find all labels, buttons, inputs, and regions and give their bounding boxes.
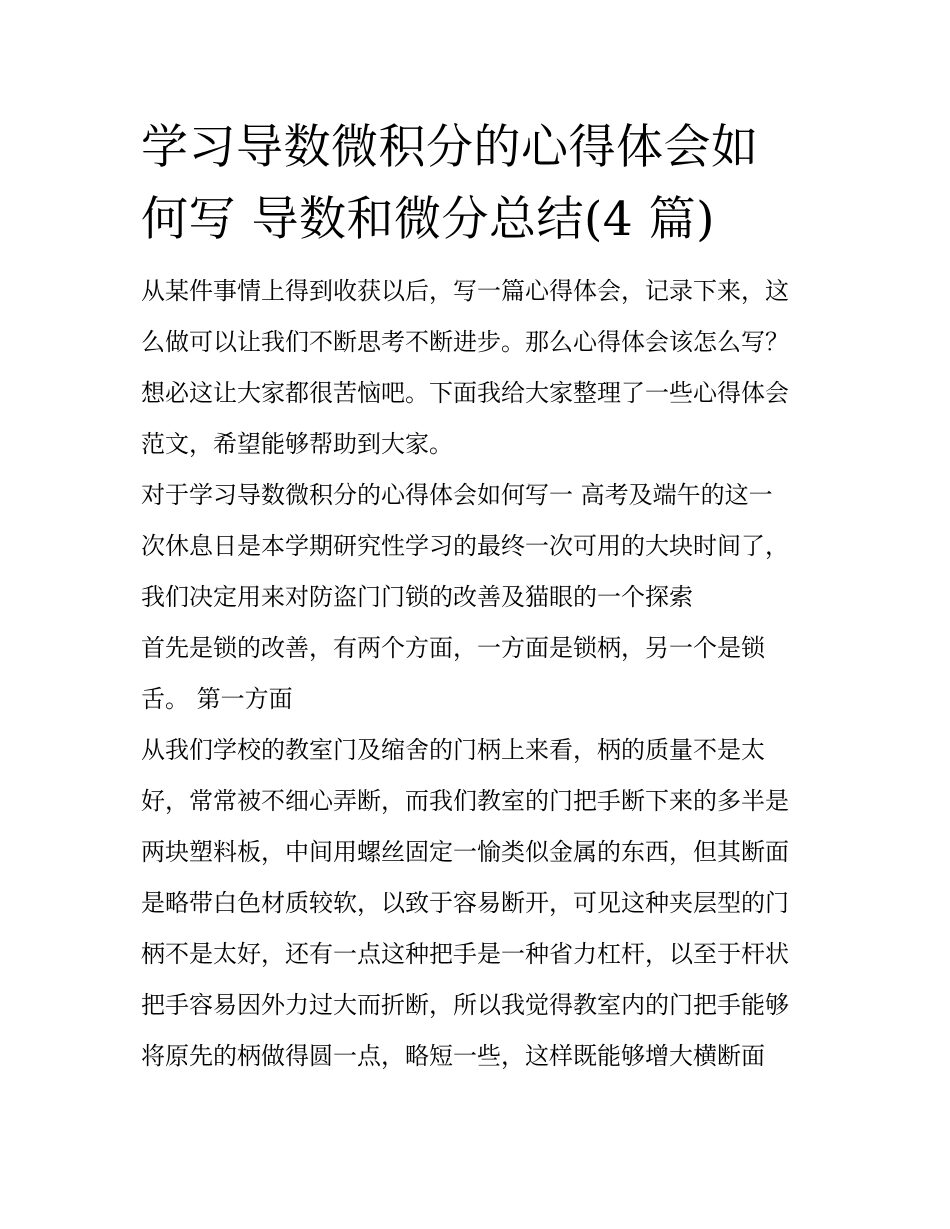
text-line: 把手容易因外力过大而折断，所以我觉得教室内的门把手能够 [141,991,789,1019]
paragraph-essay-one-intro [141,470,813,623]
text-line: 想必这让大家都很苦恼吧。下面我给大家整理了一些心得体会 [141,379,789,407]
text-line: 柄不是太好，还有一点这种把手是一种省力杠杆，以至于杆状 [141,940,789,968]
text-line: 是略带白色材质较软，以致于容易断开，可见这种夹层型的门 [141,889,789,917]
text-line: 我们决定用来对防盗门门锁的改善及猫眼的一个探索 [141,583,693,611]
document-title [141,112,813,256]
text-line: 首先是锁的改善，有两个方面，一方面是锁柄，另一个是锁 [141,634,765,662]
text-line: 舌。 第一方面 [141,685,293,713]
text-line: 次休息日是本学期研究性学习的最终一次可用的大块时间了， [141,532,789,560]
paragraph-intro [141,266,813,470]
paragraph-lock-improvement [141,623,813,725]
paragraph-door-handle [141,725,813,1082]
text-line: 对于学习导数微积分的心得体会如何写一 高考及端午的这一 [141,481,773,509]
document-body [141,112,813,1082]
text-line: 么做可以让我们不断思考不断进步。那么心得体会该怎么写？ [141,328,789,356]
text-line: 从某件事情上得到收获以后，写一篇心得体会，记录下来，这 [141,277,789,305]
text-line: 将原先的柄做得圆一点，略短一些，这样既能够增大横断面 [141,1042,765,1070]
title-line: 何写 导数和微分总结(4 篇) [141,192,715,247]
text-line: 好，常常被不细心弄断，而我们教室的门把手断下来的多半是 [141,787,789,815]
text-line: 范文，希望能够帮助到大家。 [141,430,453,458]
title-line: 学习导数微积分的心得体会如 [141,120,759,175]
text-line: 从我们学校的教室门及缩舍的门柄上来看，柄的质量不是太 [141,736,765,764]
text-line: 两块塑料板，中间用螺丝固定一愉类似金属的东西，但其断面 [141,838,789,866]
